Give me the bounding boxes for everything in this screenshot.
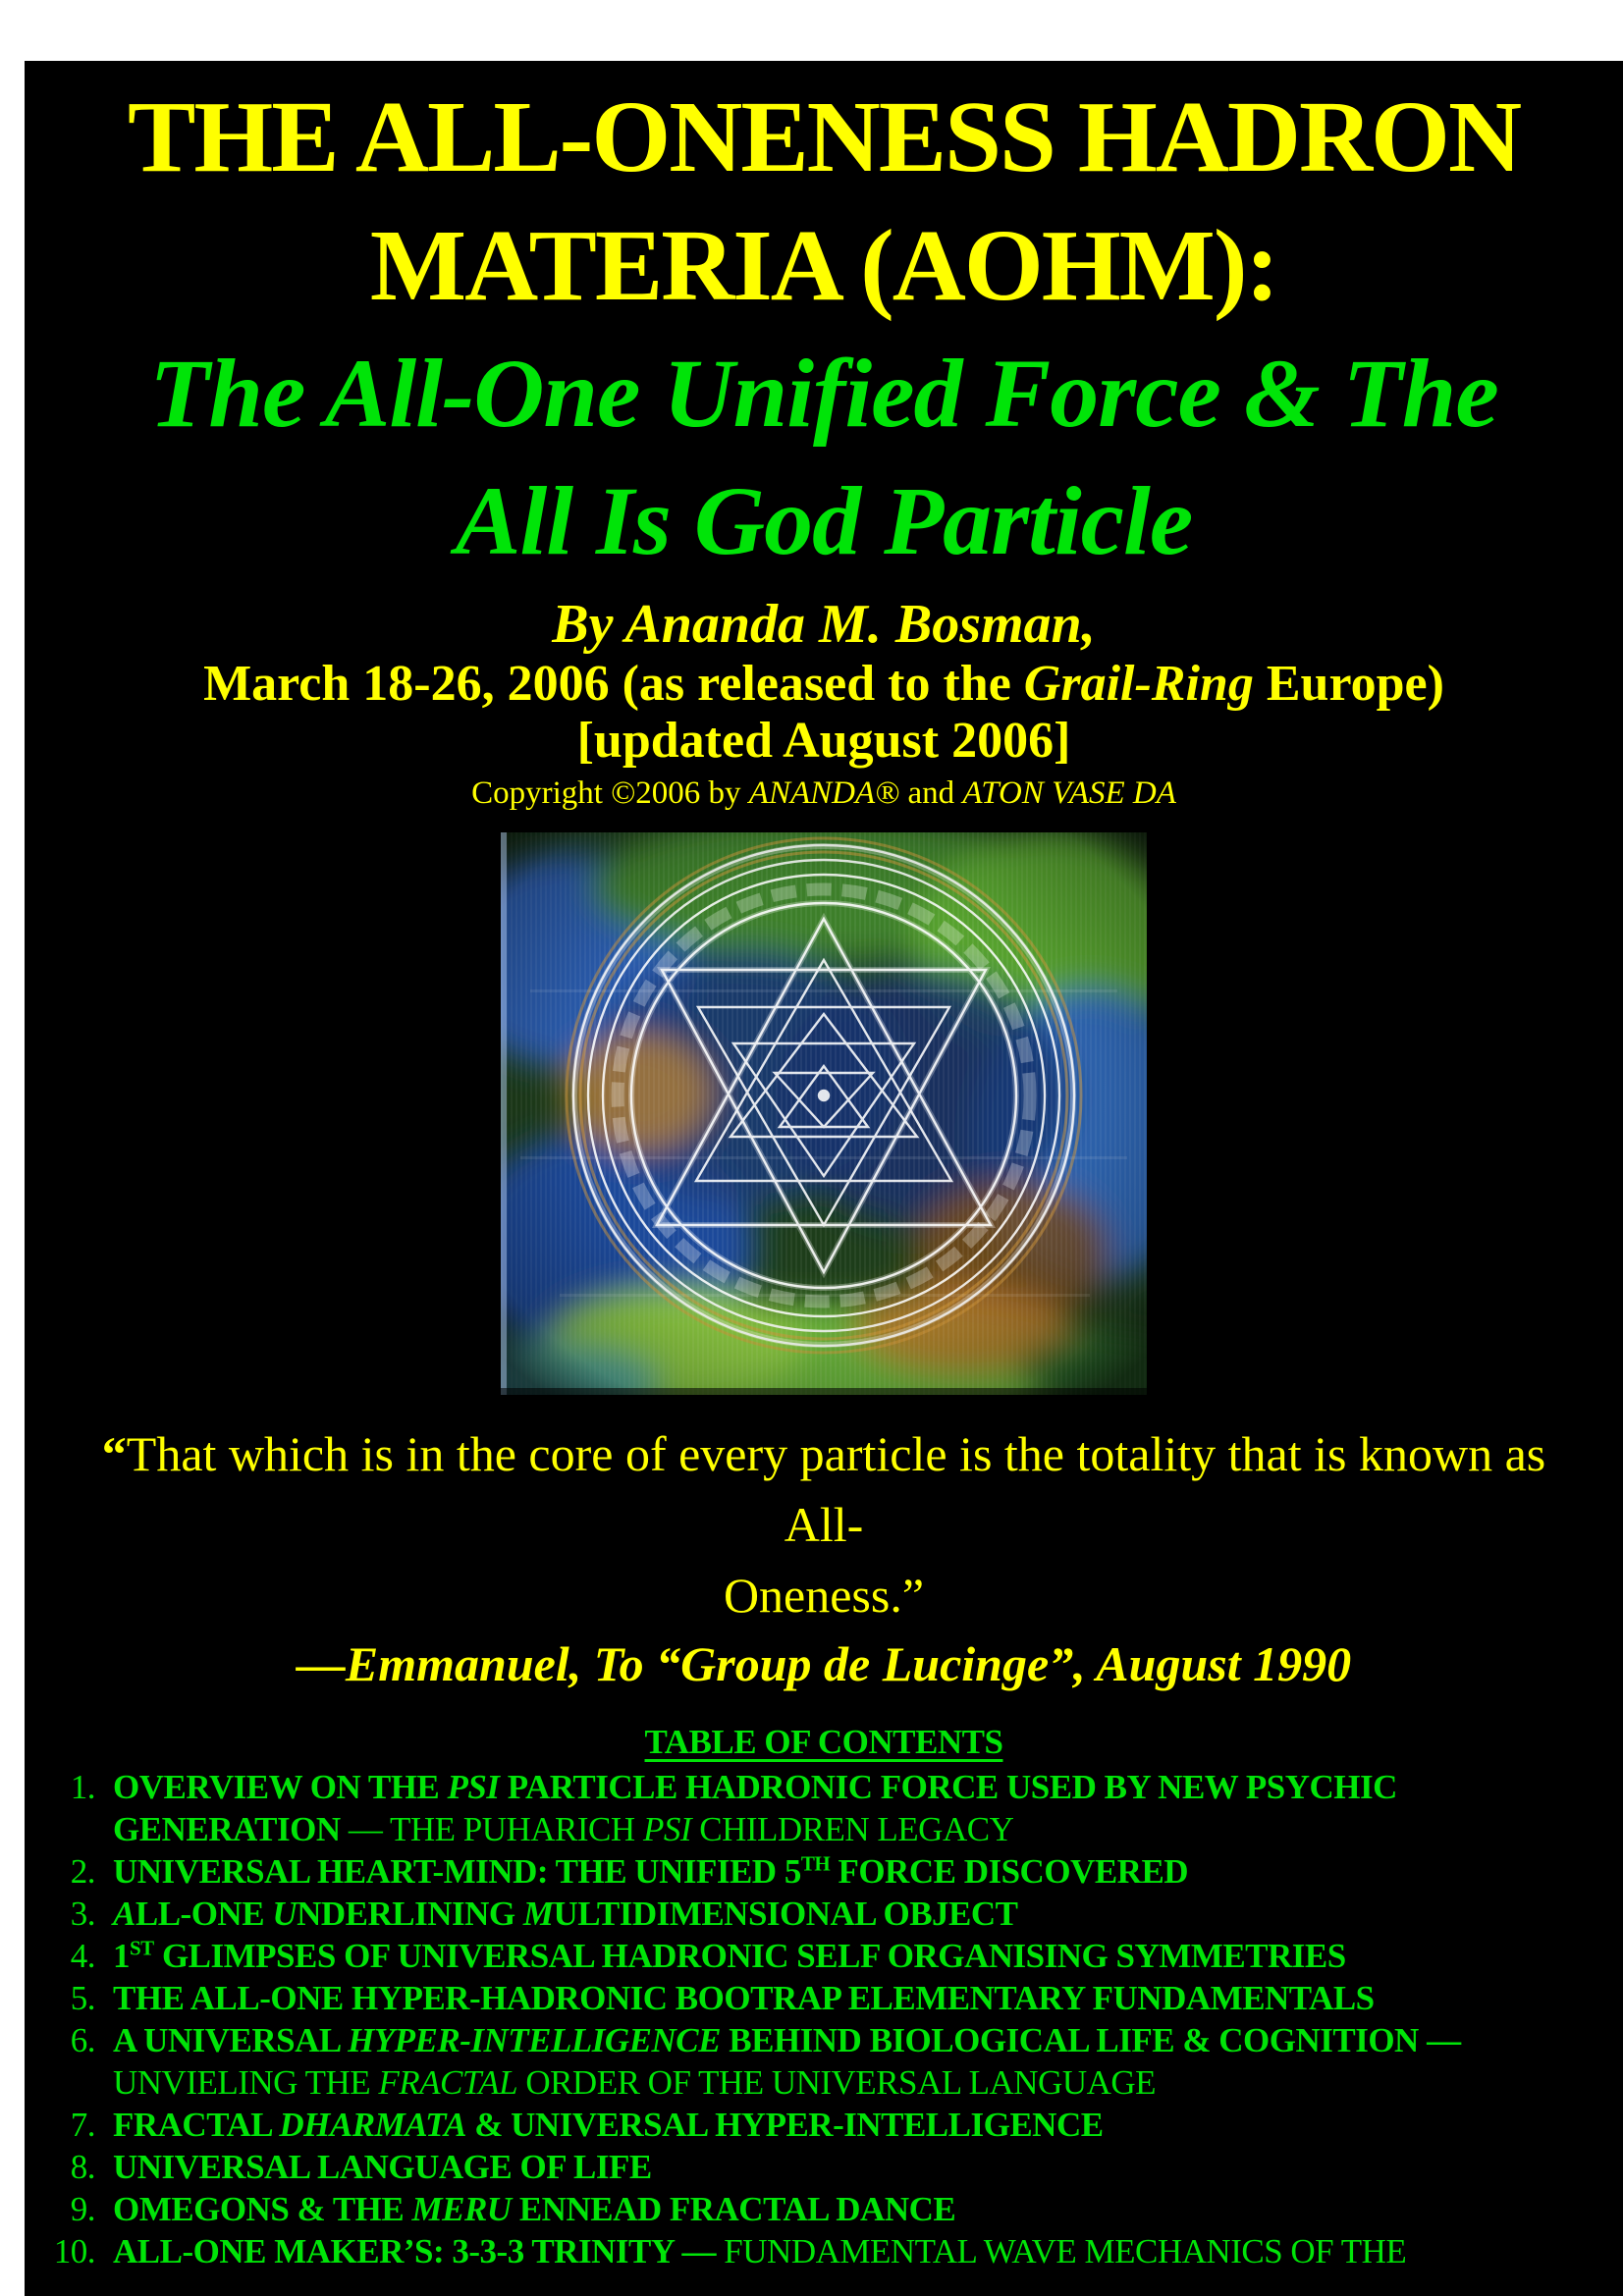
text-segment: March 18-26, 2006 (as released to the [203,656,1024,712]
toc-item-number: 8. [70,2148,95,2186]
text-segment: PSI [642,1810,691,1848]
text-segment: ALL-ONE MAKER’S: 3-3-3 TRINITY [113,2232,682,2270]
toc-item-number: 7. [70,2106,95,2144]
text-segment: — [681,2232,717,2270]
quote-text [58,1418,1590,1630]
text-segment: Europe) [1253,656,1444,712]
content-area [25,61,1623,2296]
toc-item-number: 1. [70,1768,95,1806]
toc-item-number: 2. [70,1852,95,1891]
toc-item-text [113,2019,1548,2104]
toc-title: TABLE OF CONTENTS [644,1723,1003,1761]
byline: By Ananda M. Bosman, [552,594,1096,655]
text-segment: PARTICLE HADRONIC FORCE USED BY NEW PSYCHIC [499,1768,1397,1806]
toc-item-text [113,2188,1548,2230]
text-segment: FUNDAMENTAL WAVE MECHANICS OF THE [716,2232,1407,2270]
text-segment: MATERIA (AOHM): [369,209,1278,322]
text-segment: That which is in the core of every particle is the totality that is known as All- [126,1426,1546,1552]
toc-item-number: 5. [70,1979,95,2017]
text-segment: FORCE DISCOVERED [830,1852,1189,1891]
toc-item [36,2188,1548,2230]
text-segment: LL-ONE [135,1895,273,1933]
text-segment: TH [800,1851,831,1876]
toc-item-text [113,1766,1548,1850]
page-title [25,73,1623,330]
toc-item [36,2146,1548,2188]
text-segment: All Is God Particle [455,466,1193,575]
sri-yantra-icon [501,832,1147,1395]
toc-item [36,1893,1548,1935]
toc-item [36,2104,1548,2146]
text-segment: THE ALL-ONENESS HADRON [127,80,1521,193]
text-segment: GENERATION [113,1810,341,1848]
text-segment: UNIVERSAL LANGUAGE OF LIFE [113,2148,652,2186]
text-segment: UNIVERSAL HEART-MIND: THE UNIFIED 5 [113,1852,801,1891]
toc-item [36,2019,1548,2104]
date-line [25,656,1623,713]
text-segment: OVERVIEW ON THE [113,1768,448,1806]
toc-item [36,1766,1548,1850]
text-segment: M [522,1895,554,1933]
text-segment: Oneness.” [723,1568,925,1623]
text-segment: Copyright ©2006 by [471,775,749,811]
toc-item [36,1935,1548,1977]
page-subtitle [25,330,1623,585]
text-segment: — [1427,2021,1461,2059]
toc-item-number: 6. [70,2021,95,2059]
toc-item [36,1977,1548,2019]
text-segment: BEHIND BIOLOGICAL LIFE & COGNITION [721,2021,1428,2059]
text-segment: HYPER-INTELLIGENCE [348,2021,721,2059]
text-segment: ULTIDIMENSIONAL OBJECT [553,1895,1018,1933]
text-segment: CHILDREN LEGACY [690,1810,1014,1848]
text-segment: FRACTAL [378,2063,518,2102]
text-segment: A UNIVERSAL [113,2021,349,2059]
text-segment: A [113,1895,135,1933]
text-segment: MERU [411,2190,512,2228]
toc-item-number: 4. [70,1937,95,1975]
toc-item [36,2230,1548,2272]
toc-item-text [113,1850,1548,1893]
toc-item-text [113,1977,1548,2019]
text-segment: ANANDA® [748,775,900,811]
text-segment: THE ALL-ONE HYPER-HADRONIC BOOTRAP ELEMENTARY FUNDAMENTALS [113,1979,1375,2017]
text-segment: PSI [447,1768,500,1806]
toc-item-number: 10. [53,2232,95,2270]
text-segment: The All-One Unified Force & The [149,339,1498,448]
toc-item-text [113,2146,1548,2188]
text-segment: UNVIELING THE [113,2063,379,2102]
text-segment: DHARMATA [279,2106,466,2144]
copyright-line [25,774,1623,813]
text-segment: ST [130,1936,154,1960]
toc-item [36,1850,1548,1893]
text-segment: OMEGONS & THE [113,2190,412,2228]
toc-item-number: 3. [70,1895,95,1933]
text-segment: ORDER OF THE UNIVERSAL LANGUAGE [517,2063,1157,2102]
text-segment: FRACTAL [113,2106,280,2144]
text-segment: GLIMPSES OF UNIVERSAL HADRONIC SELF ORGANISING SYMMETRIES [153,1937,1346,1975]
toc-item-number: 9. [70,2190,95,2228]
text-segment: “ [101,1426,127,1481]
text-segment: ATON VASE DA [962,775,1176,811]
toc-item-text [113,2230,1548,2272]
text-segment: ENNEAD FRACTAL DANCE [511,2190,956,2228]
quote-attribution: —Emmanuel, To “Group de Lucinge”, August 1990 [296,1636,1352,1691]
text-segment: & UNIVERSAL HYPER-INTELLIGENCE [465,2106,1104,2144]
toc-item-text [113,1935,1548,1977]
text-segment: 1 [113,1937,130,1975]
text-segment: Grail-Ring [1023,656,1254,712]
toc-item-text [113,1893,1548,1935]
updated-line: [updated August 2006] [576,713,1071,769]
text-segment: and [899,775,963,811]
toc-list [25,1766,1548,2272]
toc-item-text [113,2104,1548,2146]
text-segment: NDERLINING [297,1895,523,1933]
text-segment: U [272,1895,298,1933]
text-segment: — THE PUHARICH [340,1810,643,1848]
sri-yantra-image [501,832,1147,1395]
